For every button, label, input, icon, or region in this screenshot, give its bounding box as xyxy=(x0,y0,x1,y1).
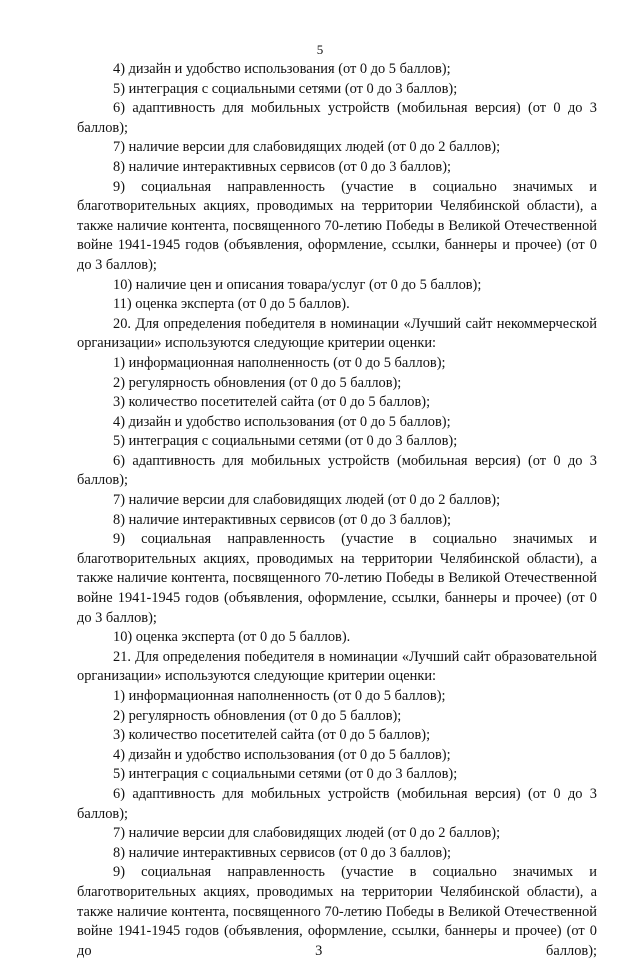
criterion-item: 5) интеграция с социальными сетями (от 0 до 3 баллов); xyxy=(113,80,458,97)
document-body xyxy=(77,60,597,961)
criterion-item: 2) регулярность обновления (от 0 до 5 баллов); xyxy=(113,374,402,391)
criterion-item: 9) социальная направленность (участие в социально значимых и благотворительных акциях, проводимых на территории Челябинской области), а также наличие контента, посвященного 70-летию Победы в Великой Отечественной войне 1941-1945 годов (объявления, оформление, ссылки, баннеры и прочее) (от 0 до 3 баллов); xyxy=(77,531,597,626)
section-heading-20: 20. Для определения победителя в номинации «Лучший сайт некоммерческой организации» используются следующие критерии оценки: xyxy=(77,315,597,352)
criterion-item: 3) количество посетителей сайта (от 0 до 5 баллов); xyxy=(113,394,431,411)
criterion-item: 10) оценка эксперта (от 0 до 5 баллов). xyxy=(113,629,351,646)
section-heading-21: 21. Для определения победителя в номинации «Лучший сайт образовательной организации» используются следующие критерии оценки: xyxy=(77,648,597,685)
criterion-item: 2) регулярность обновления (от 0 до 5 баллов); xyxy=(113,707,402,724)
criterion-item: 6) адаптивность для мобильных устройств (мобильная версия) (от 0 до 3 баллов); xyxy=(77,100,597,136)
criterion-item: 8) наличие интерактивных сервисов (от 0 до 3 баллов); xyxy=(113,844,451,861)
criterion-item: 7) наличие версии для слабовидящих людей (от 0 до 2 баллов); xyxy=(113,139,501,156)
criterion-item: 7) наличие версии для слабовидящих людей (от 0 до 2 баллов); xyxy=(113,825,501,842)
criterion-item: 4) дизайн и удобство использования (от 0 до 5 баллов); xyxy=(113,61,451,77)
criterion-item: 1) информационная наполненность (от 0 до 5 баллов); xyxy=(113,354,446,371)
criterion-item: 3) количество посетителей сайта (от 0 до 5 баллов); xyxy=(113,727,431,744)
criterion-item: 5) интеграция с социальными сетями (от 0 до 3 баллов); xyxy=(113,766,458,783)
criterion-item: 4) дизайн и удобство использования (от 0 до 5 баллов); xyxy=(113,746,451,763)
criterion-item: 9) социальная направленность (участие в социально значимых и благотворительных акциях, проводимых на территории Челябинской области), а также наличие контента, посвященного 70-летию Победы в Великой Отечественной войне 1941-1945 годов (объявления, оформление, ссылки, баннеры и прочее) (от 0 до 3 баллов); xyxy=(77,178,597,273)
criterion-item: 6) адаптивность для мобильных устройств (мобильная версия) (от 0 до 3 баллов); xyxy=(77,785,597,822)
criterion-item: 8) наличие интерактивных сервисов (от 0 до 3 баллов); xyxy=(113,511,451,528)
criterion-item: 7) наличие версии для слабовидящих людей (от 0 до 2 баллов); xyxy=(113,492,501,509)
criterion-item: 5) интеграция с социальными сетями (от 0 до 3 баллов); xyxy=(113,433,458,450)
criterion-item: 4) дизайн и удобство использования (от 0 до 5 баллов); xyxy=(113,413,451,430)
criterion-item: 10) наличие цен и описания товара/услуг (от 0 до 5 баллов); xyxy=(113,276,482,293)
criterion-item: 6) адаптивность для мобильных устройств (мобильная версия) (от 0 до 3 баллов); xyxy=(77,452,597,489)
page-number: 5 xyxy=(316,42,324,57)
criterion-item: 9) социальная направленность (участие в социально значимых и благотворительных акциях, проводимых на территории Челябинской области), а также наличие контента, посвященного 70-летию Победы в Великой Отечественной войне 1941-1945 годов (объявления, оформление, ссылки, баннеры и прочее) (от 0 до 3 баллов); xyxy=(77,864,597,959)
criterion-item: 8) наличие интерактивных сервисов (от 0 до 3 баллов); xyxy=(113,158,451,175)
criterion-item: 11) оценка эксперта (от 0 до 5 баллов). xyxy=(113,296,350,313)
criterion-item: 1) информационная наполненность (от 0 до 5 баллов); xyxy=(113,688,446,704)
